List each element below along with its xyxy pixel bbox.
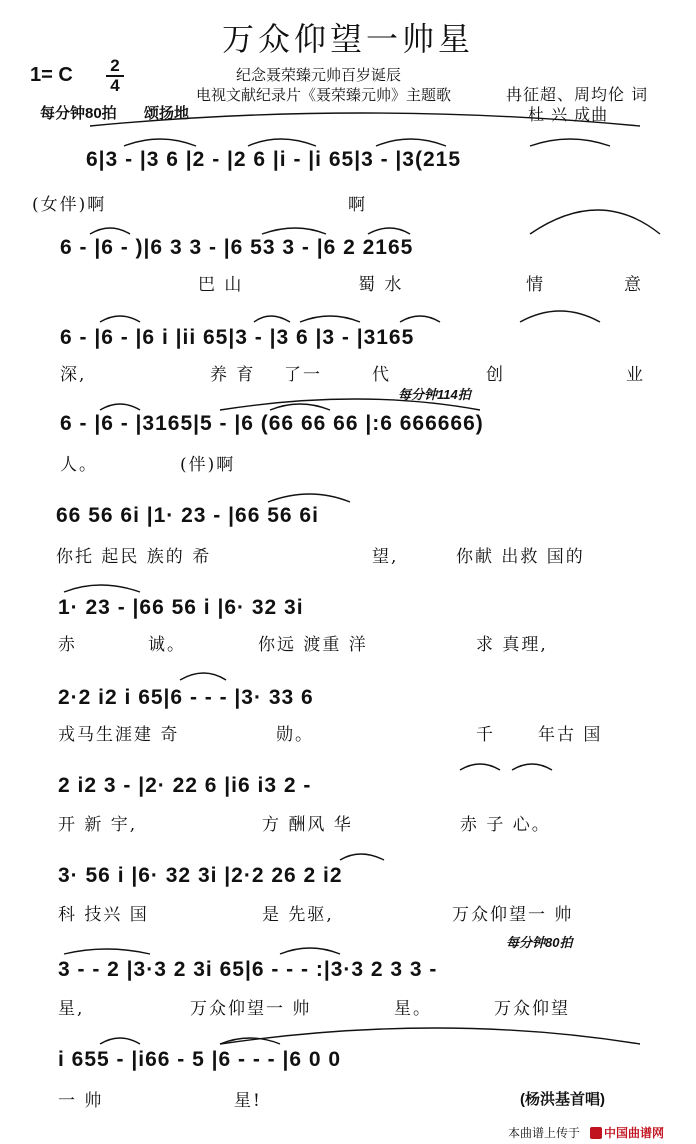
lyric-row-6-a: 赤: [58, 635, 77, 655]
lyric-row-7-d: 年古 国: [538, 725, 603, 745]
time-signature-top: 2: [110, 56, 120, 75]
notation-row-10: 3 - - 2 |3·3 2 3i 65|6 - - - :|3·3 2 3 3 -: [58, 958, 438, 981]
lyric-row-6-b: 诚。: [148, 635, 186, 655]
notation-row-5: 66 56 6i |1· 23 - |66 56 6i: [56, 504, 319, 527]
notation-row-9: 3· 56 i |6· 32 3i |2·2 26 2 i2: [58, 864, 343, 887]
expression-mark: 颂扬地: [144, 105, 190, 122]
notation-row-11: i 655 - |i66 - 5 |6 - - - |6 0 0: [58, 1048, 342, 1071]
lyric-row-10-c: 星。: [394, 999, 432, 1019]
lyric-row-7-b: 勋。: [276, 725, 314, 745]
lyric-row-2-a: 巴 山: [198, 275, 244, 295]
subtitle-line-1: 纪念聂荣臻元帅百岁诞辰: [236, 66, 402, 84]
time-signature-bottom: 4: [110, 76, 120, 95]
lyric-row-11-a: 一 帅: [58, 1091, 104, 1111]
lyric-row-2-d: 意: [624, 275, 643, 295]
notation-row-1: 6|3 - |3 6 |2 - |2 6 |i - |i 65|3 - |3(215: [86, 148, 461, 171]
notation-row-6: 1· 23 - |66 56 i |6· 32 3i: [58, 596, 304, 619]
notation-row-8: 2 i2 3 - |2· 22 6 |i6 i3 2 -: [58, 774, 312, 797]
lyric-row-8-b: 方 酬风 华: [262, 815, 353, 835]
song-title: 万众仰望一帅星: [221, 20, 474, 58]
lyric-row-10-b: 万众仰望一 帅: [190, 999, 312, 1019]
lyric-row-6-c: 你远 渡重 洋: [258, 635, 368, 655]
lyric-row-3-e: 创: [486, 365, 505, 385]
lyric-row-8-c: 赤 子 心。: [460, 815, 551, 835]
lyric-row-6-d: 求 真理,: [476, 635, 548, 655]
lyric-row-3-f: 业: [626, 365, 645, 385]
lyric-row-10-d: 万众仰望: [494, 999, 570, 1019]
lyric-row-5-a: 你托 起民 族的 希: [56, 547, 212, 567]
notation-row-7: 2·2 i2 i 65|6 - - - |3· 33 6: [58, 686, 314, 709]
subtitle-line-2: 电视文献纪录片《聂荣臻元帅》主题歌: [196, 86, 452, 104]
tempo-change-114: 每分钟114拍: [398, 387, 471, 402]
lyric-row-2-b: 蜀 水: [358, 275, 404, 295]
notation-row-2: 6 - |6 - )|6 3 3 - |6 53 3 - |6 2 2165: [60, 236, 414, 259]
upload-note: 本曲谱上传于: [508, 1126, 581, 1140]
notation-row-4: 6 - |6 - |3165|5 - |6 (66 66 66 |:6 666666): [60, 412, 484, 435]
lyric-row-4-b: (伴)啊: [180, 455, 236, 475]
lyric-row-3-c: 了一: [284, 365, 322, 385]
composer-credit: 杜 兴 成曲: [528, 105, 609, 124]
lyric-row-8-a: 开 新 宇,: [58, 815, 138, 835]
lyric-row-3-a: 深,: [60, 365, 87, 385]
tempo-change-80: 每分钟80拍: [506, 935, 573, 950]
lyric-row-9-c: 万众仰望一 帅: [452, 905, 574, 925]
lyric-row-1-a: (女伴)啊: [32, 195, 107, 215]
lyric-row-2-c: 情: [526, 275, 545, 295]
lyric-row-7-c: 千: [476, 725, 495, 745]
lyric-row-3-d: 代: [372, 365, 391, 385]
lyric-row-10-a: 星,: [58, 999, 85, 1019]
lyric-row-4-a: 人。: [60, 455, 98, 475]
singer-credit: (杨洪基首唱): [520, 1091, 605, 1108]
lyric-row-7-a: 戎马生涯建 奇: [58, 725, 180, 745]
lyricist-credit: 冉征超、周均伦 词: [506, 85, 649, 104]
tempo-mark: 每分钟80拍: [40, 105, 117, 122]
notation-row-3: 6 - |6 - |6 i |ii 65|3 - |3 6 |3 - |3165: [60, 326, 415, 349]
lyric-row-11-b: 星!: [234, 1091, 262, 1111]
site-logo-text: 中国曲谱网: [604, 1126, 665, 1140]
key-signature: 1= C: [30, 64, 73, 86]
lyric-row-5-b: 望,: [372, 547, 399, 567]
lyric-row-5-c: 你献 出救 国的: [456, 547, 585, 567]
lyric-row-9-a: 科 技兴 国: [58, 905, 149, 925]
lyric-row-3-b: 养 育: [210, 365, 256, 385]
lyric-row-9-b: 是 先驱,: [262, 905, 334, 925]
lyric-row-1-b: 啊: [348, 195, 367, 215]
